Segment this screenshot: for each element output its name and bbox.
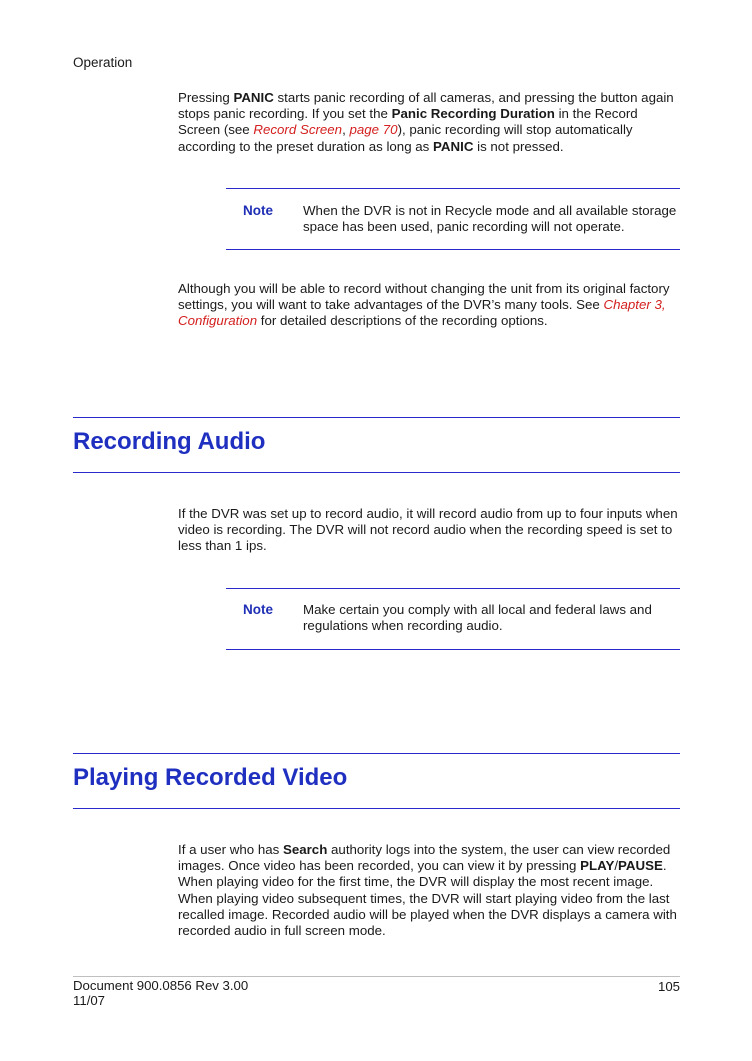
panic-keyword: PANIC <box>433 138 474 154</box>
section-rule-bottom <box>73 808 680 809</box>
playback-paragraph <box>178 842 682 939</box>
audio-paragraph: If the DVR was set up to record audio, it will record audio from up to four inputs when video is recording. The DVR will not record audio when the recording speed is set to less than 1 ips. <box>178 506 678 554</box>
page-number: 105 <box>657 979 680 994</box>
pause-keyword: PAUSE <box>618 858 663 874</box>
text-run: Pressing <box>178 90 234 105</box>
footer-doc-number: Document 900.0856 Rev 3.00 <box>73 978 249 993</box>
footer-document-info <box>73 979 248 1008</box>
note-box-audio-laws <box>226 588 680 650</box>
note-label: Note <box>243 602 273 617</box>
text-run: / <box>614 858 619 874</box>
note-label: Note <box>243 203 273 218</box>
footer-rule <box>73 976 680 977</box>
section-title-recording-audio: Recording Audio <box>73 428 266 455</box>
text-run: is not pressed. <box>473 138 564 154</box>
text-run: in the Record Screen (see <box>178 106 638 138</box>
text-run: . When playing video for the first time, the DVR will display the most recent image. When playing video subsequent times, the DVR will start playing video from the last recalled image. Recorded audio will be played when the DVR displays a camera with recorded audio in full screen mode. <box>178 858 677 939</box>
factory-settings-paragraph <box>178 281 682 330</box>
note-text: Make certain you comply with all local and federal laws and regulations when recording audio. <box>303 602 652 634</box>
section-title-playing-recorded-video: Playing Recorded Video <box>73 764 348 791</box>
search-keyword: Search <box>282 842 328 857</box>
record-screen-link[interactable]: Record Screen <box>253 122 343 138</box>
text-run: If a user who has <box>178 842 283 857</box>
text-run: , <box>342 122 350 138</box>
page-70-link[interactable]: page 70 <box>349 122 398 138</box>
panic-keyword: PANIC <box>233 90 274 105</box>
panic-paragraph <box>178 90 682 155</box>
text-run: for detailed descriptions of the recording options. <box>257 313 548 329</box>
play-keyword: PLAY <box>580 858 615 874</box>
text-run: ), panic recording will stop automatically according to the preset duration as long as <box>178 122 633 154</box>
footer-date: 11/07 <box>73 992 106 1008</box>
text-run: authority logs into the system, the user can view recorded images. Once video has been recorded, you can view it by pressing <box>178 842 671 874</box>
text-run: starts panic recording of all cameras, and pressing the button again stops panic recording. If you set the <box>178 90 674 122</box>
section-rule-top <box>73 417 680 418</box>
note-text: When the DVR is not in Recycle mode and all available storage space has been used, panic recording will not operate. <box>303 203 677 235</box>
section-rule-bottom <box>73 472 680 473</box>
note-box-storage <box>226 188 680 250</box>
section-rule-top <box>73 753 680 754</box>
running-header: Operation <box>73 55 133 70</box>
text-run: Although you will be able to record without changing the unit from its original factory settings, you will want to take advantages of the DVR’s many tools. See <box>178 281 670 313</box>
panic-duration-keyword: Panic Recording Duration <box>391 106 555 122</box>
chapter-3-link[interactable]: Chapter 3, Configuration <box>178 297 666 329</box>
